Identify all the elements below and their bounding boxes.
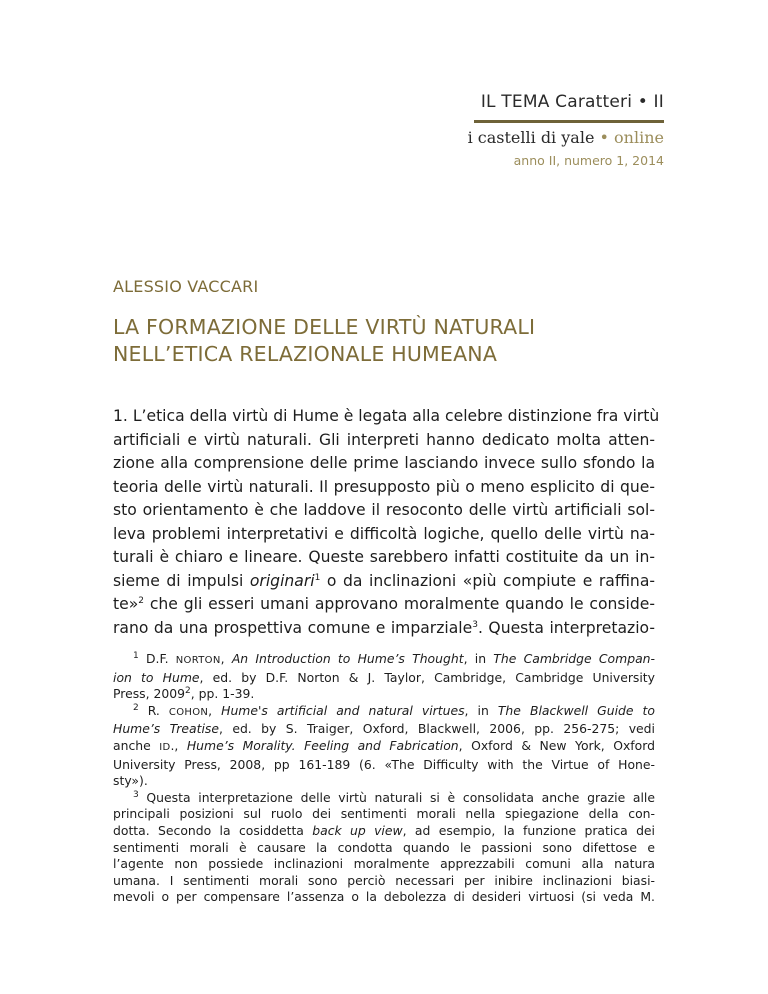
work-title: An Introduction to Hume’s Thought (231, 651, 464, 666)
text-run: , (208, 702, 222, 718)
section-label: IL TEMA Caratteri • II (480, 92, 664, 112)
footnote-line: umana. I sentimenti morali sono perciò necessari per inibire inclinazioni biasi- (113, 872, 655, 888)
footnote-line: sentimenti morali è causare la condotta quando le passioni sono difettose e (113, 839, 655, 855)
journal-name: i castelli di yale (467, 128, 595, 147)
text-run: , ed. by S. Traiger, Oxford, Blackwell, 2006, pp. 256-275; vedi (218, 721, 655, 737)
footnote-2 (113, 703, 655, 722)
article-author: ALESSIO VACCARI (113, 277, 259, 296)
text-run: , ed. by D.F. Norton & J. Taylor, Cambridge, Cambridge University (199, 669, 656, 685)
body-line: leva problemi interpretativi e difficoltà logiche, quello delle virtù na- (113, 524, 655, 543)
body-line: artificiali e virtù naturali. Gli interpreti hanno dedicato molta atten- (113, 430, 655, 449)
footnote-line: mevoli o per compensare l’assenza o la debolezza di desideri virtuosi (si veda M. (113, 889, 655, 905)
footnote-number: 3 (133, 789, 139, 800)
work-title: Hume's artificial and natural virtues (221, 702, 465, 718)
author-name: COHON (168, 706, 209, 718)
footnote-line (113, 823, 655, 840)
work-title: The Blackwell Guide to (497, 702, 655, 718)
footnote-ref-3[interactable]: 3 (472, 619, 478, 630)
text-run: , Oxford & New York, Oxford (458, 737, 655, 753)
footnote-number: 1 (133, 650, 139, 661)
text-run: rano da una prospettiva comune e imparziale (113, 618, 473, 637)
title-line-1: LA FORMAZIONE DELLE VIRTÙ NATURALI (113, 315, 536, 339)
text-run: ., (170, 737, 187, 753)
footnote-line (113, 686, 655, 703)
text-run: che gli esseri umani approvano moralmente quando le conside- (143, 595, 655, 613)
text-run: sieme di impulsi (113, 571, 250, 590)
body-paragraph (113, 405, 660, 640)
journal-name-line (468, 128, 664, 147)
footnote-line: l’agente non possiede inclinazioni moralmente apprezzabili comuni alla natura (113, 856, 655, 872)
text-run: . Questa interpretazio- (477, 618, 655, 637)
text-run: , in (463, 651, 494, 666)
body-line (113, 617, 655, 641)
work-title: The Cambridge Compan- (493, 651, 655, 666)
work-title: ion to Hume (113, 669, 200, 685)
footnote-line (113, 670, 655, 687)
footnote-1 (113, 651, 655, 670)
footnote-ref-1[interactable]: 1 (314, 572, 321, 583)
text-run: R. (138, 702, 169, 718)
body-line: teoria delle virtù naturali. Il presupposto più o meno esplicito di que- (113, 477, 655, 496)
edition-sup: 2 (185, 686, 191, 697)
text-run: Questa interpretazione delle virtù naturali si è consolidata anche grazie alle (138, 789, 655, 805)
text-run: o da inclinazioni «più compiute e raffina- (320, 571, 656, 590)
text-run: , (220, 651, 232, 666)
journal-online: online (614, 128, 664, 147)
body-line: 1. L’etica della virtù di Hume è legata alla celebre distinzione fra virtù (113, 407, 660, 425)
text-run: , pp. 1-39. (190, 686, 255, 702)
footnotes (113, 651, 655, 906)
text-run: , ad esempio, la funzione pratica dei (402, 822, 655, 838)
work-title: Hume’s Morality. Feeling and Fabrication (186, 737, 459, 753)
footnote-ref-2[interactable]: 2 (138, 595, 144, 606)
text-run: Press, 2009 (113, 686, 186, 702)
title-line-2: NELL’ETICA RELAZIONALE HUMEANA (113, 342, 498, 366)
footnote-line: principali posizioni sul ruolo dei sentimenti morali nella spiegazione della con- (113, 806, 655, 822)
body-line (113, 570, 655, 594)
article-title (113, 314, 535, 368)
body-line: sto orientamento è che laddove il resoconto delle virtù artificiali sol- (113, 501, 655, 519)
footnote-line: University Press, 2008, pp 161-189 (6. «The Difficulty with the Virtue of Hone- (113, 756, 655, 772)
running-header (481, 92, 664, 112)
text-run: dotta. Secondo la cosiddetta (113, 822, 313, 838)
body-line (113, 593, 655, 617)
footnote-line: sty»). (113, 773, 148, 789)
body-line: zione alla comprensione delle prime lasciando invece sullo sfondo la (113, 454, 655, 472)
text-run: anche (113, 737, 160, 753)
work-title: Hume’s Treatise (113, 721, 219, 737)
text-run: D.F. (138, 651, 176, 666)
journal-bullet: • (599, 128, 609, 147)
footnote-line (113, 721, 655, 738)
author-name: NORTON (175, 655, 221, 666)
italic-term: originari (249, 571, 315, 590)
issue-info: anno II, numero 1, 2014 (513, 153, 664, 168)
italic-term: back up view (312, 822, 403, 838)
footnote-3 (113, 790, 655, 807)
header-rule (474, 120, 664, 123)
footnote-number: 2 (133, 702, 139, 713)
ibid-mark: ID (159, 741, 171, 753)
body-line: turali è chiaro e lineare. Queste sarebbero infatti costituite da un in- (113, 548, 655, 566)
text-run: , in (464, 702, 498, 718)
footnote-line (113, 738, 655, 757)
text-run: te» (113, 595, 139, 613)
